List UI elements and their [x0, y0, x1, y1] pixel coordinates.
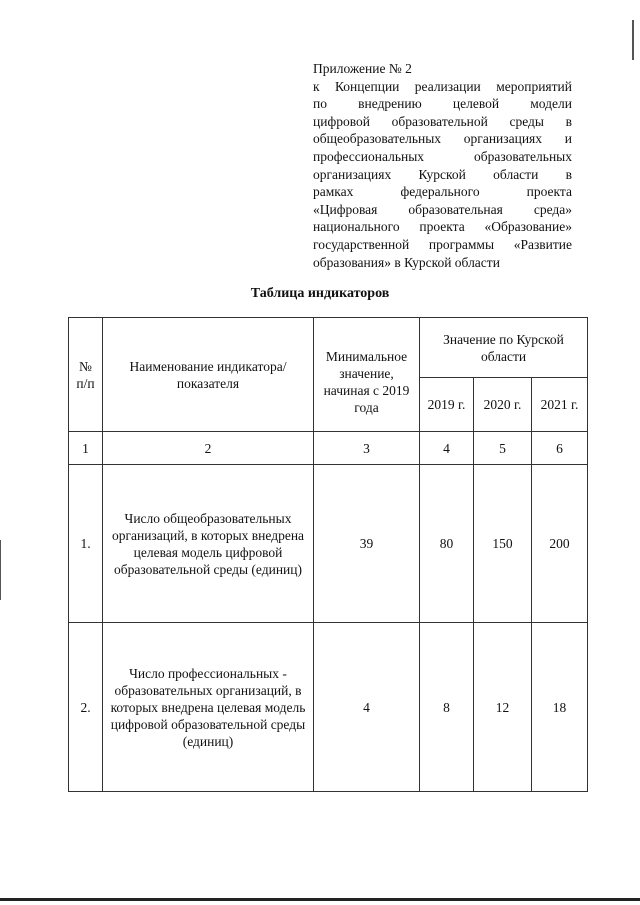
- appendix-line: к Концепции реализации мероприятий: [313, 78, 572, 94]
- appendix-line: Приложение № 2: [313, 61, 412, 76]
- header-group: Значение по Курской области: [420, 318, 588, 378]
- header-year-2020: 2020 г.: [474, 378, 532, 432]
- header-name: Наименование индикатора/показателя: [103, 318, 314, 432]
- appendix-header: [313, 60, 572, 271]
- row-2021: 18: [532, 623, 588, 792]
- appendix-line: цифровой образовательной среды в: [313, 113, 572, 129]
- row-min: 4: [314, 623, 420, 792]
- table-row: [69, 465, 588, 623]
- row-2020: 150: [474, 465, 532, 623]
- row-2019: 8: [420, 623, 474, 792]
- appendix-line: государственной программы «Развитие: [313, 236, 572, 252]
- table-row: [69, 623, 588, 792]
- column-numbers-row: [69, 432, 588, 465]
- table-title: Таблица индикаторов: [250, 286, 390, 301]
- header-year-2019: 2019 г.: [420, 378, 474, 432]
- row-2019: 80: [420, 465, 474, 623]
- col-number: 2: [103, 432, 314, 465]
- header-row: [69, 318, 588, 378]
- row-min: 39: [314, 465, 420, 623]
- appendix-line: по внедрению целевой модели: [313, 96, 572, 112]
- header-num: № п/п: [69, 318, 103, 432]
- row-name: Число профессиональных - образовательных организаций, в которых внедрена целевая модель цифровой образовательной среды (единиц): [103, 623, 314, 792]
- row-2020: 12: [474, 623, 532, 792]
- col-number: 5: [474, 432, 532, 465]
- col-number: 4: [420, 432, 474, 465]
- appendix-line: общеобразовательных организациях и: [313, 131, 572, 147]
- col-number: 3: [314, 432, 420, 465]
- appendix-line: образования» в Курской области: [313, 254, 500, 270]
- scan-edge-mark: [0, 540, 1, 600]
- scan-bottom-edge: [0, 898, 640, 901]
- appendix-line: организациях Курской области в: [313, 166, 572, 182]
- row-num: 2.: [69, 623, 103, 792]
- scan-edge-mark: [632, 20, 634, 60]
- col-number: 6: [532, 432, 588, 465]
- row-2021: 200: [532, 465, 588, 623]
- appendix-line: «Цифровая образовательная среда»: [313, 201, 572, 217]
- header-year-2021: 2021 г.: [532, 378, 588, 432]
- appendix-line: рамках федерального проекта: [313, 184, 572, 200]
- col-number: 1: [69, 432, 103, 465]
- indicators-table: [68, 317, 588, 792]
- appendix-line: национального проекта «Образование»: [313, 219, 572, 235]
- appendix-line: профессиональных образовательных: [313, 148, 572, 164]
- row-num: 1.: [69, 465, 103, 623]
- row-name: Число общеобразовательных организаций, в которых внедрена целевая модель цифровой образовательной среды (единиц): [103, 465, 314, 623]
- header-min: Минимальное значение, начиная с 2019 года: [314, 318, 420, 432]
